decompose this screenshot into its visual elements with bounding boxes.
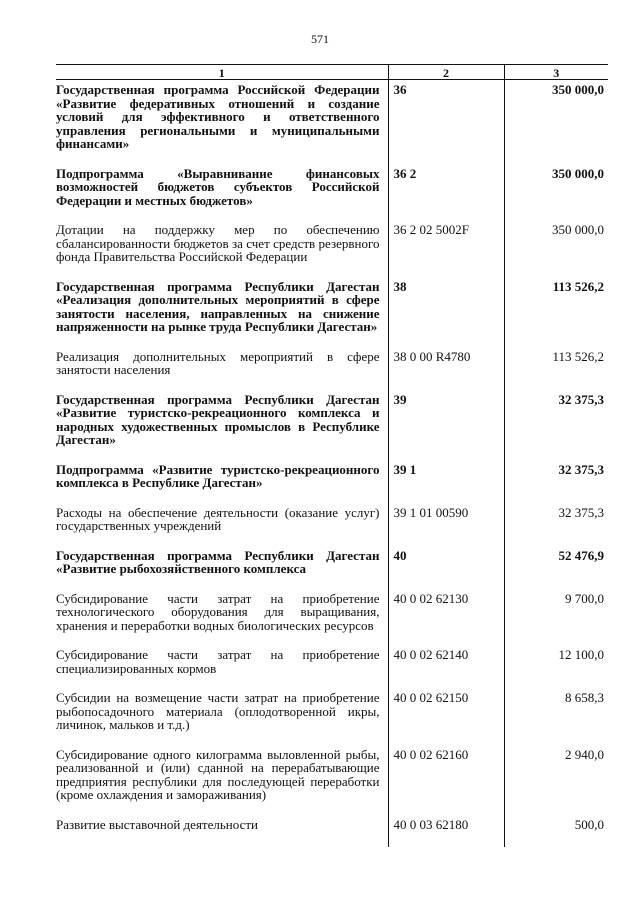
row-amount-cell: 32 375,3: [504, 393, 608, 463]
row-code-cell: 39 1 01 00590: [388, 506, 504, 549]
table-row: [56, 393, 608, 463]
table-row: [56, 818, 608, 848]
row-amount-cell: 12 100,0: [504, 648, 608, 691]
row-name-cell: Подпрограмма «Выравнивание финансовых возможностей бюджетов субъектов Российской Федерации и местных бюджетов»: [56, 165, 380, 208]
table-row: [56, 592, 608, 649]
row-amount-cell: 9 700,0: [504, 592, 608, 649]
row-name-cell: Субсидирование одного килограмма выловленной рыбы, реализованной и (или) сданной на перерабатывающие предприятия республики для последующей переработки (кроме охлаждения и замораживания): [56, 746, 380, 802]
row-name-cell: Подпрограмма «Развитие туристско-рекреационного комплекса в Республике Дагестан»: [56, 461, 380, 490]
table-row: [56, 167, 608, 224]
table-row: [56, 463, 608, 506]
row-code-cell: 36: [388, 80, 504, 167]
table-header: [56, 65, 608, 80]
table-row: [56, 350, 608, 393]
row-name-cell: Субсидирование части затрат на приобретение технологического оборудования для выращивания, хранения и переработки водных биологических ресурсов: [56, 590, 380, 633]
column-header-code: 2: [388, 65, 504, 80]
row-code-cell: 40 0 02 62130: [388, 592, 504, 649]
row-amount-cell: 500,0: [504, 818, 608, 848]
row-name-cell: Субсидирование части затрат на приобретение специализированных кормов: [56, 647, 380, 676]
row-code-cell: 40: [388, 549, 504, 592]
table-row: [56, 748, 608, 818]
row-code-cell: 39: [388, 393, 504, 463]
table-row: [56, 691, 608, 748]
row-code-cell: 40 0 03 62180: [388, 818, 504, 848]
row-amount-cell: 113 526,2: [504, 280, 608, 350]
row-name-cell: Реализация дополнительных мероприятий в сфере занятости населения: [56, 348, 380, 377]
row-amount-cell: 32 375,3: [504, 463, 608, 506]
row-name-cell: Расходы на обеспечение деятельности (оказание услуг) государственных учреждений: [56, 504, 380, 533]
row-amount-cell: 350 000,0: [504, 80, 608, 167]
row-code-cell: 40 0 02 62150: [388, 691, 504, 748]
row-amount-cell: 350 000,0: [504, 167, 608, 224]
row-name-cell: Государственная программа Республики Дагестан «Реализация дополнительных мероприятий в сфере занятости населения, направленных на снижение напряженности на рынке труда Республики Дагестан»: [56, 278, 380, 334]
header-row: [56, 65, 608, 80]
table-row: [56, 280, 608, 350]
row-amount-cell: 2 940,0: [504, 748, 608, 818]
column-header-amount: 3: [504, 65, 608, 80]
row-amount-cell: 113 526,2: [504, 350, 608, 393]
table-body: [56, 80, 608, 848]
table-row: [56, 648, 608, 691]
row-name-cell: Государственная программа Российской Федерации «Развитие федеративных отношений и создание условий для эффективного и ответственного управления региональными и муниципальными финансами»: [56, 82, 380, 151]
row-amount-cell: 8 658,3: [504, 691, 608, 748]
row-code-cell: 38 0 00 R4780: [388, 350, 504, 393]
row-amount-cell: 350 000,0: [504, 223, 608, 280]
table-row: [56, 80, 608, 167]
row-amount-cell: 32 375,3: [504, 506, 608, 549]
row-code-cell: 40 0 02 62140: [388, 648, 504, 691]
budget-table: [56, 64, 608, 847]
page-number: 571: [311, 32, 329, 46]
table-row: [56, 549, 608, 592]
row-code-cell: 40 0 02 62160: [388, 748, 504, 818]
row-name-cell: Развитие выставочной деятельности: [56, 816, 258, 832]
row-name-cell: Дотации на поддержку мер по обеспечению сбалансированности бюджетов за счет средств резервного фонда Правительства Российской Федерации: [56, 222, 380, 264]
row-amount-cell: 52 476,9: [504, 549, 608, 592]
row-code-cell: 36 2 02 5002F: [388, 223, 504, 280]
row-code-cell: 38: [388, 280, 504, 350]
row-code-cell: 36 2: [388, 167, 504, 224]
table-row: [56, 506, 608, 549]
column-header-name: 1: [56, 65, 388, 80]
row-name-cell: Государственная программа Республики Дагестан «Развитие рыбохозяйственного комплекса: [56, 547, 380, 576]
row-name-cell: Государственная программа Республики Дагестан «Развитие туристско-рекреационного комплекса и народных художественных промыслов в Республике Дагестан»: [56, 391, 380, 447]
row-name-cell: Субсидии на возмещение части затрат на приобретение рыбопосадочного материала (оплодотворенной икры, личинок, мальков и т.д.): [56, 690, 380, 732]
row-code-cell: 39 1: [388, 463, 504, 506]
table-row: [56, 223, 608, 280]
